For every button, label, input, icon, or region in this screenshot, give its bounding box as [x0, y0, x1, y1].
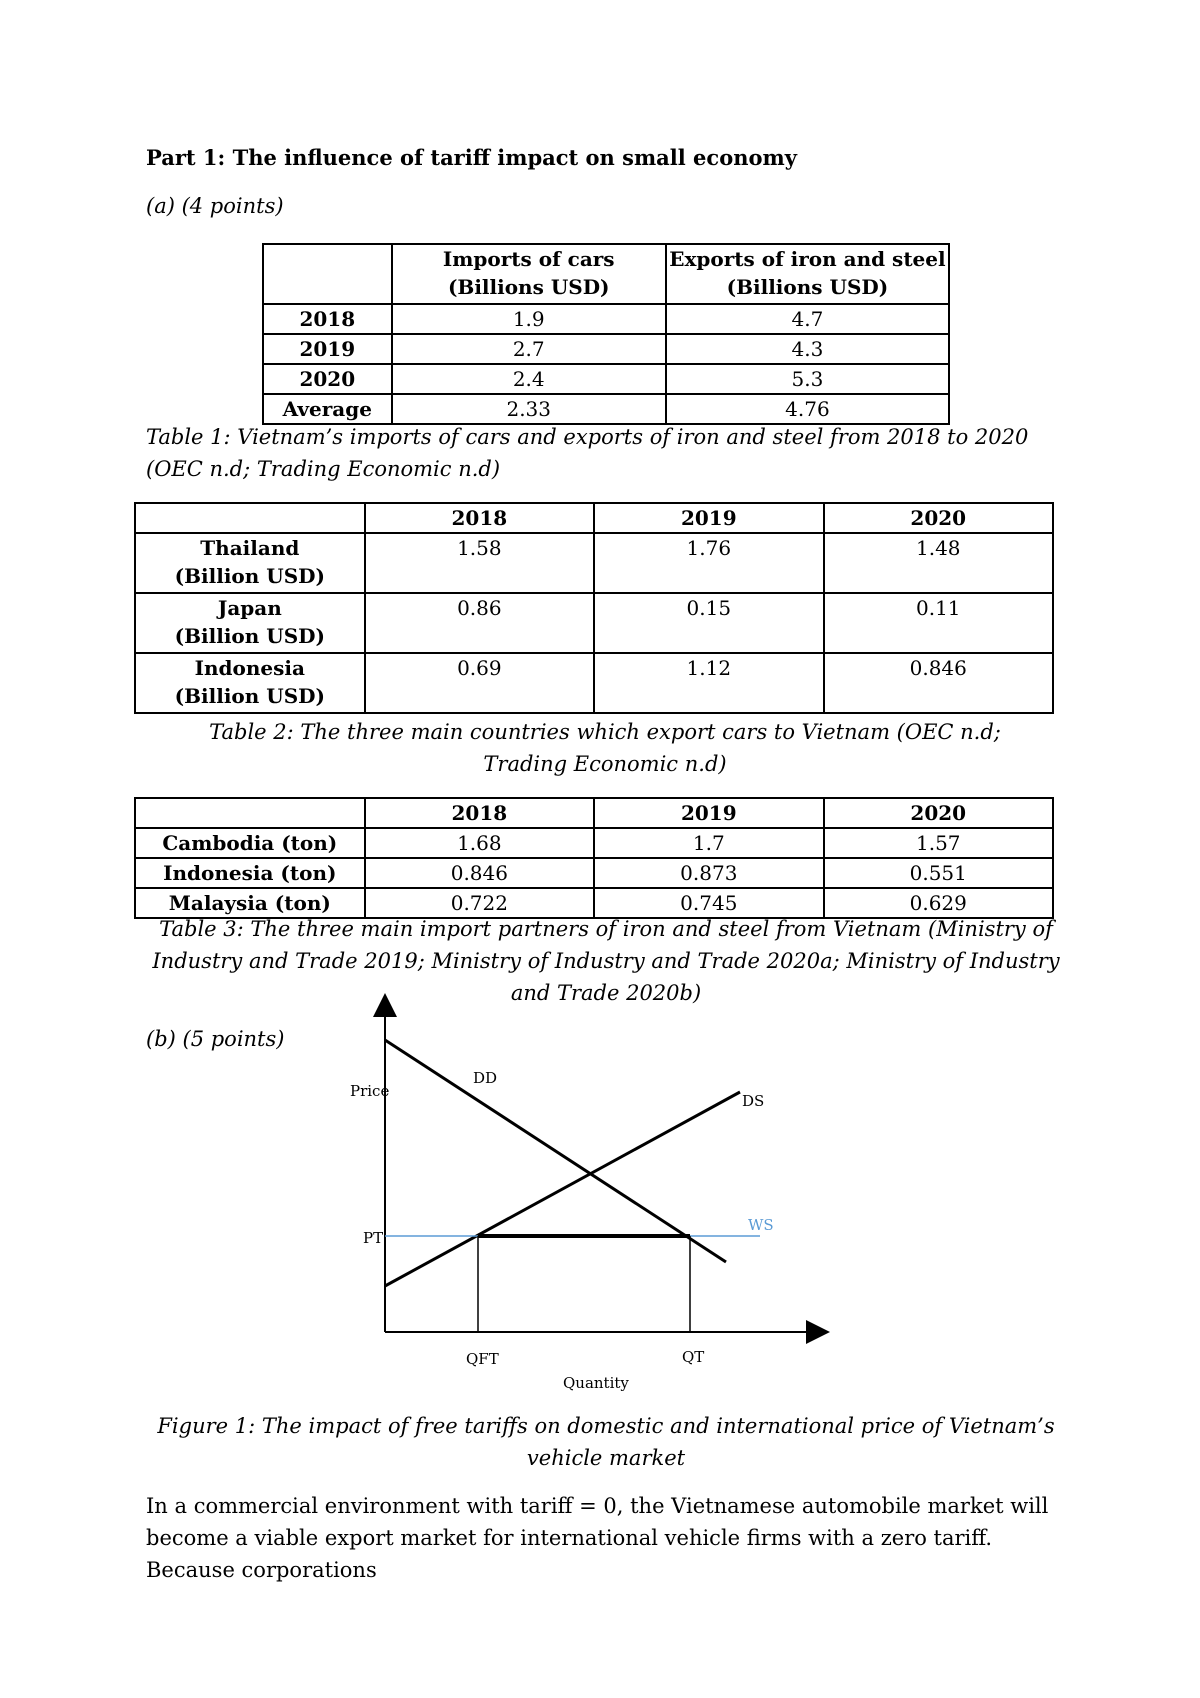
part-a-label: (a) (4 points)	[146, 194, 284, 218]
figure1-caption: Figure 1: The impact of free tariffs on domestic and international price of Vietnam’s vehicle market	[157, 1414, 1055, 1470]
cell-exports: 5.3	[666, 364, 949, 394]
table2-year: 2018	[365, 503, 594, 533]
table-cell: 1.7	[594, 828, 823, 858]
table-cell: 1.48	[824, 533, 1053, 593]
qft-label: QFT	[466, 1350, 499, 1368]
table-cell: 0.745	[594, 888, 823, 918]
table1-caption: Table 1: Vietnam’s imports of cars and exports of iron and steel from 2018 to 2020 (OEC n.d; Trading Economic n.d)	[146, 425, 1029, 481]
demand-curve	[385, 1040, 726, 1262]
ws-label: WS	[748, 1216, 774, 1234]
country-unit: (Billion USD)	[174, 624, 325, 648]
cell-imports: 2.33	[392, 394, 666, 424]
table1-col-imports-line2: (Billions USD)	[447, 275, 610, 299]
table1-col-imports-line1: Imports of cars	[442, 247, 615, 271]
table-cell: 0.551	[824, 858, 1053, 888]
row-label: Indonesia (ton)	[135, 858, 365, 888]
row-label: 2020	[263, 364, 392, 394]
cell-exports: 4.7	[666, 304, 949, 334]
row-label: Average	[263, 394, 392, 424]
section-heading: Part 1: The influence of tariff impact on small economy	[146, 145, 797, 170]
country-unit: (Billion USD)	[174, 684, 325, 708]
ds-label: DS	[742, 1092, 765, 1110]
table2-year: 2020	[824, 503, 1053, 533]
table-cell: 0.846	[824, 653, 1053, 713]
table-cell: 1.58	[365, 533, 594, 593]
qt-label: QT	[682, 1348, 705, 1366]
country-name: Indonesia	[194, 656, 305, 680]
pt-label: PT	[363, 1229, 384, 1247]
table3-caption: Table 3: The three main import partners of iron and steel from Vietnam (Ministry of Industry and Trade 2019; Ministry of Industry and Trade 2020a; Ministry of Industry and Trade 2020b)	[152, 917, 1060, 1005]
supply-curve	[385, 1092, 740, 1286]
table-cell: 1.57	[824, 828, 1053, 858]
country-name: Japan	[217, 596, 282, 620]
country-name: Thailand	[200, 536, 300, 560]
part-b-label: (b) (5 points)	[146, 1027, 285, 1051]
cell-imports: 2.7	[392, 334, 666, 364]
cell-exports: 4.3	[666, 334, 949, 364]
row-label: Malaysia (ton)	[135, 888, 365, 918]
dd-label: DD	[473, 1069, 498, 1087]
table-cell: 0.15	[594, 593, 823, 653]
table-cell: 1.12	[594, 653, 823, 713]
table2-year: 2019	[594, 503, 823, 533]
table3-year: 2019	[594, 798, 823, 828]
table-cell: 1.68	[365, 828, 594, 858]
quantity-axis-label: Quantity	[563, 1374, 629, 1392]
table-cell: 0.69	[365, 653, 594, 713]
body-paragraph: In a commercial environment with tariff = 0, the Vietnamese automobile market will become a viable export market for international vehicle firms with a zero tariff. Because corporations	[146, 1494, 1049, 1582]
row-label: Cambodia (ton)	[135, 828, 365, 858]
cell-imports: 1.9	[392, 304, 666, 334]
cell-exports: 4.76	[666, 394, 949, 424]
price-axis-label: Price	[350, 1082, 390, 1100]
table-cell: 0.722	[365, 888, 594, 918]
table-cell: 0.11	[824, 593, 1053, 653]
table1-col-exports-line2: (Billions USD)	[726, 275, 889, 299]
table-cell: 1.76	[594, 533, 823, 593]
table2-caption: Table 2: The three main countries which export cars to Vietnam (OEC n.d; Trading Economic n.d)	[209, 720, 1001, 776]
table-cell: 0.629	[824, 888, 1053, 918]
cell-imports: 2.4	[392, 364, 666, 394]
table-cell: 0.86	[365, 593, 594, 653]
table-cell: 0.846	[365, 858, 594, 888]
country-unit: (Billion USD)	[174, 564, 325, 588]
table3-year: 2020	[824, 798, 1053, 828]
row-label: 2019	[263, 334, 392, 364]
table3-year: 2018	[365, 798, 594, 828]
table-cell: 0.873	[594, 858, 823, 888]
table1-col-exports-line1: Exports of iron and steel	[669, 247, 946, 271]
row-label: 2018	[263, 304, 392, 334]
